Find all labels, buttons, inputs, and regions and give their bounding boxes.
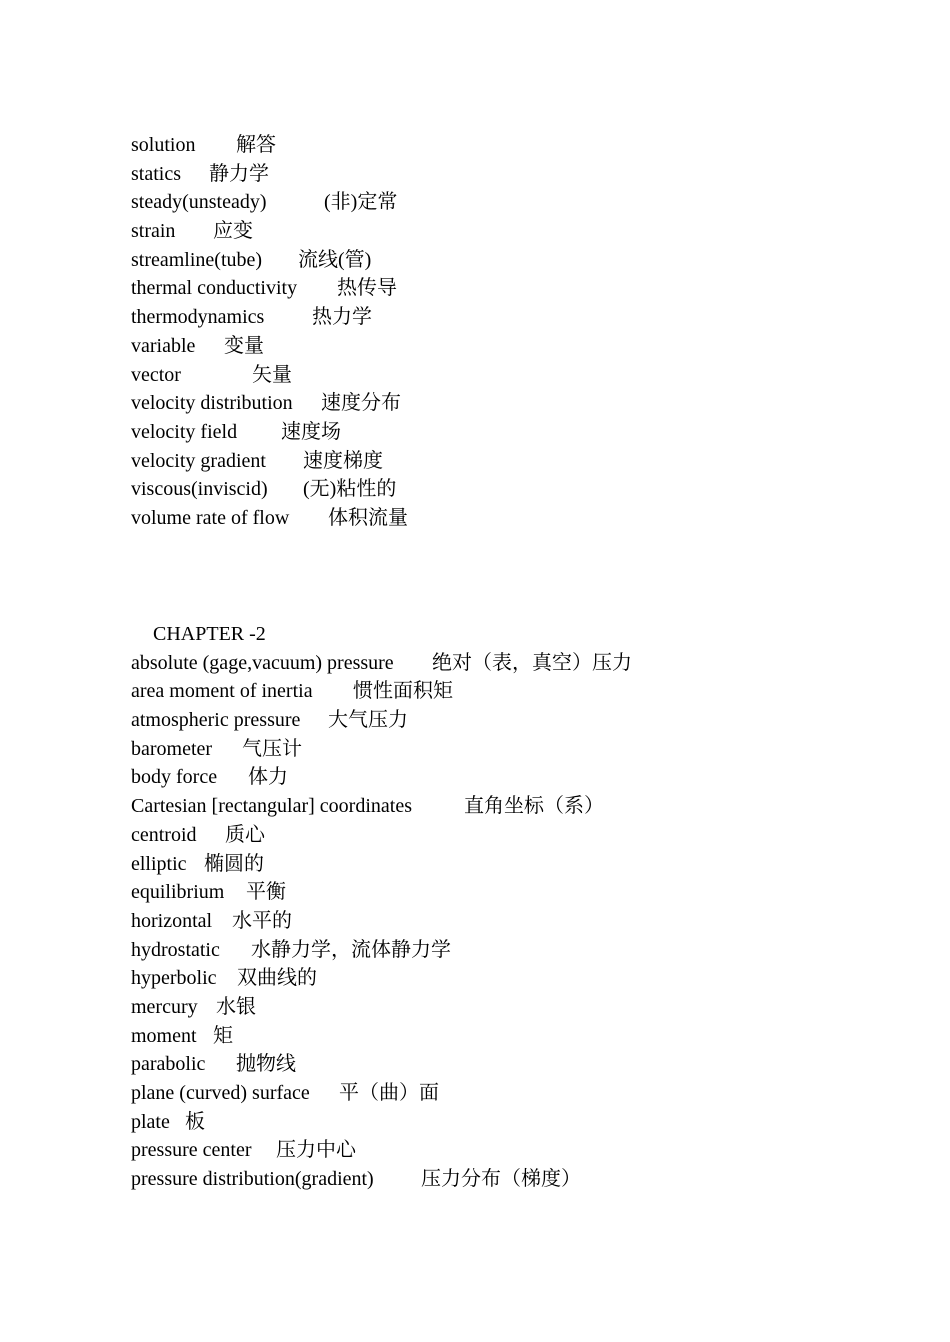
entry-translation: 矩: [213, 1024, 233, 1047]
entry-translation: 压力分布（梯度）: [421, 1168, 581, 1191]
entry-translation: 质心: [225, 823, 265, 846]
entry-translation: 矢量: [252, 363, 292, 386]
entry-translation: (无)粘性的: [303, 478, 397, 501]
glossary-entry: [131, 677, 632, 706]
entry-term: elliptic: [131, 852, 187, 875]
entry-translation: 热力学: [312, 306, 372, 329]
glossary-section-1: [131, 131, 408, 533]
entry-term: horizontal: [131, 909, 213, 932]
glossary-entry: [131, 850, 632, 879]
entry-translation: 体积流量: [328, 506, 408, 529]
chapter-heading: CHAPTER -2: [153, 623, 266, 645]
entry-translation: 双曲线的: [237, 967, 317, 990]
entry-term: hyperbolic: [131, 967, 217, 990]
glossary-entry: [131, 188, 408, 217]
glossary-entry: [131, 1165, 632, 1194]
glossary-entry: [131, 878, 632, 907]
glossary-entry: [131, 1050, 632, 1079]
glossary-entry: [131, 217, 408, 246]
glossary-entry: [131, 821, 632, 850]
entry-term: pressure center: [131, 1139, 252, 1162]
entry-translation: 绝对（表，真空）压力: [432, 651, 632, 674]
glossary-entry: [131, 735, 632, 764]
entry-term: steady(unsteady): [131, 191, 267, 214]
entry-term: thermal conductivity: [131, 277, 298, 300]
entry-translation: 抛物线: [236, 1053, 296, 1076]
entry-term: Cartesian [rectangular] coordinates: [131, 795, 412, 818]
entry-translation: 平衡: [246, 881, 286, 904]
glossary-entry: [131, 274, 408, 303]
entry-term: area moment of inertia: [131, 680, 313, 703]
glossary-section-2: [131, 620, 632, 1194]
entry-translation: 解答: [236, 134, 276, 156]
entry-term: thermodynamics: [131, 306, 265, 329]
glossary-entry: [131, 447, 408, 476]
glossary-entry: [131, 332, 408, 361]
entry-term: variable: [131, 334, 196, 357]
entry-term: parabolic: [131, 1053, 206, 1076]
glossary-entry: [131, 706, 632, 735]
glossary-entry: [131, 361, 408, 390]
glossary-entry: [131, 649, 632, 678]
entry-term: plate: [131, 1110, 170, 1133]
entry-translation: 气压计: [242, 737, 302, 760]
glossary-entry: [131, 1079, 632, 1108]
entry-term: moment: [131, 1024, 197, 1047]
glossary-entry: [131, 160, 408, 189]
glossary-entry: [131, 131, 408, 160]
glossary-entry: [131, 763, 632, 792]
entry-term: solution: [131, 134, 196, 156]
entry-translation: 板: [185, 1110, 205, 1133]
entry-translation: 热传导: [337, 277, 397, 300]
glossary-entry: [131, 475, 408, 504]
entry-translation: 平（曲）面: [339, 1082, 439, 1104]
glossary-entry: [131, 303, 408, 332]
entry-translation: 速度分布: [321, 392, 401, 415]
entry-translation: 椭圆的: [204, 852, 264, 875]
entry-term: equilibrium: [131, 881, 225, 904]
entry-term: velocity distribution: [131, 392, 293, 415]
entry-translation: 惯性面积矩: [353, 680, 453, 703]
glossary-entry: [131, 1022, 632, 1051]
entry-translation: 速度梯度: [303, 449, 383, 472]
glossary-entry: [131, 936, 632, 965]
glossary-entry: [131, 792, 632, 821]
entry-translation: 大气压力: [328, 709, 408, 732]
entry-term: plane (curved) surface: [131, 1082, 310, 1104]
entry-translation: 静力学: [209, 162, 269, 185]
entry-term: pressure distribution(gradient): [131, 1168, 374, 1191]
entry-term: absolute (gage,vacuum) pressure: [131, 651, 394, 674]
entry-translation: 变量: [224, 334, 264, 357]
entry-term: velocity gradient: [131, 449, 266, 472]
glossary-entry: [131, 389, 408, 418]
entry-term: hydrostatic: [131, 938, 220, 961]
glossary-entry: [131, 964, 632, 993]
glossary-entry: [131, 1108, 632, 1137]
entry-term: strain: [131, 220, 176, 243]
entry-term: barometer: [131, 737, 213, 760]
glossary-entry: [131, 907, 632, 936]
glossary-entry: [131, 246, 408, 275]
entry-translation: 压力中心: [276, 1139, 356, 1162]
entry-term: body force: [131, 766, 218, 789]
entry-translation: 速度场: [281, 420, 341, 443]
entry-term: velocity field: [131, 420, 238, 443]
entry-translation: 体力: [248, 766, 288, 789]
glossary-entry: [131, 418, 408, 447]
entry-term: vector: [131, 363, 181, 386]
entry-term: statics: [131, 162, 181, 185]
entry-term: mercury: [131, 995, 198, 1018]
entry-term: volume rate of flow: [131, 506, 290, 529]
entry-translation: (非)定常: [324, 191, 398, 214]
entry-term: centroid: [131, 823, 197, 846]
entry-translation: 水银: [216, 995, 256, 1018]
entry-term: atmospheric pressure: [131, 709, 301, 732]
glossary-entry: [131, 504, 408, 533]
entry-term: streamline(tube): [131, 248, 263, 271]
entry-translation: 水平的: [232, 909, 292, 932]
entry-translation: 水静力学，流体静力学: [251, 938, 451, 961]
glossary-entry: [131, 1136, 632, 1165]
entry-translation: 应变: [213, 220, 253, 243]
entry-term: viscous(inviscid): [131, 478, 268, 501]
entry-translation: 流线(管): [298, 248, 372, 271]
entry-translation: 直角坐标（系）: [464, 795, 604, 818]
glossary-entry: [131, 993, 632, 1022]
